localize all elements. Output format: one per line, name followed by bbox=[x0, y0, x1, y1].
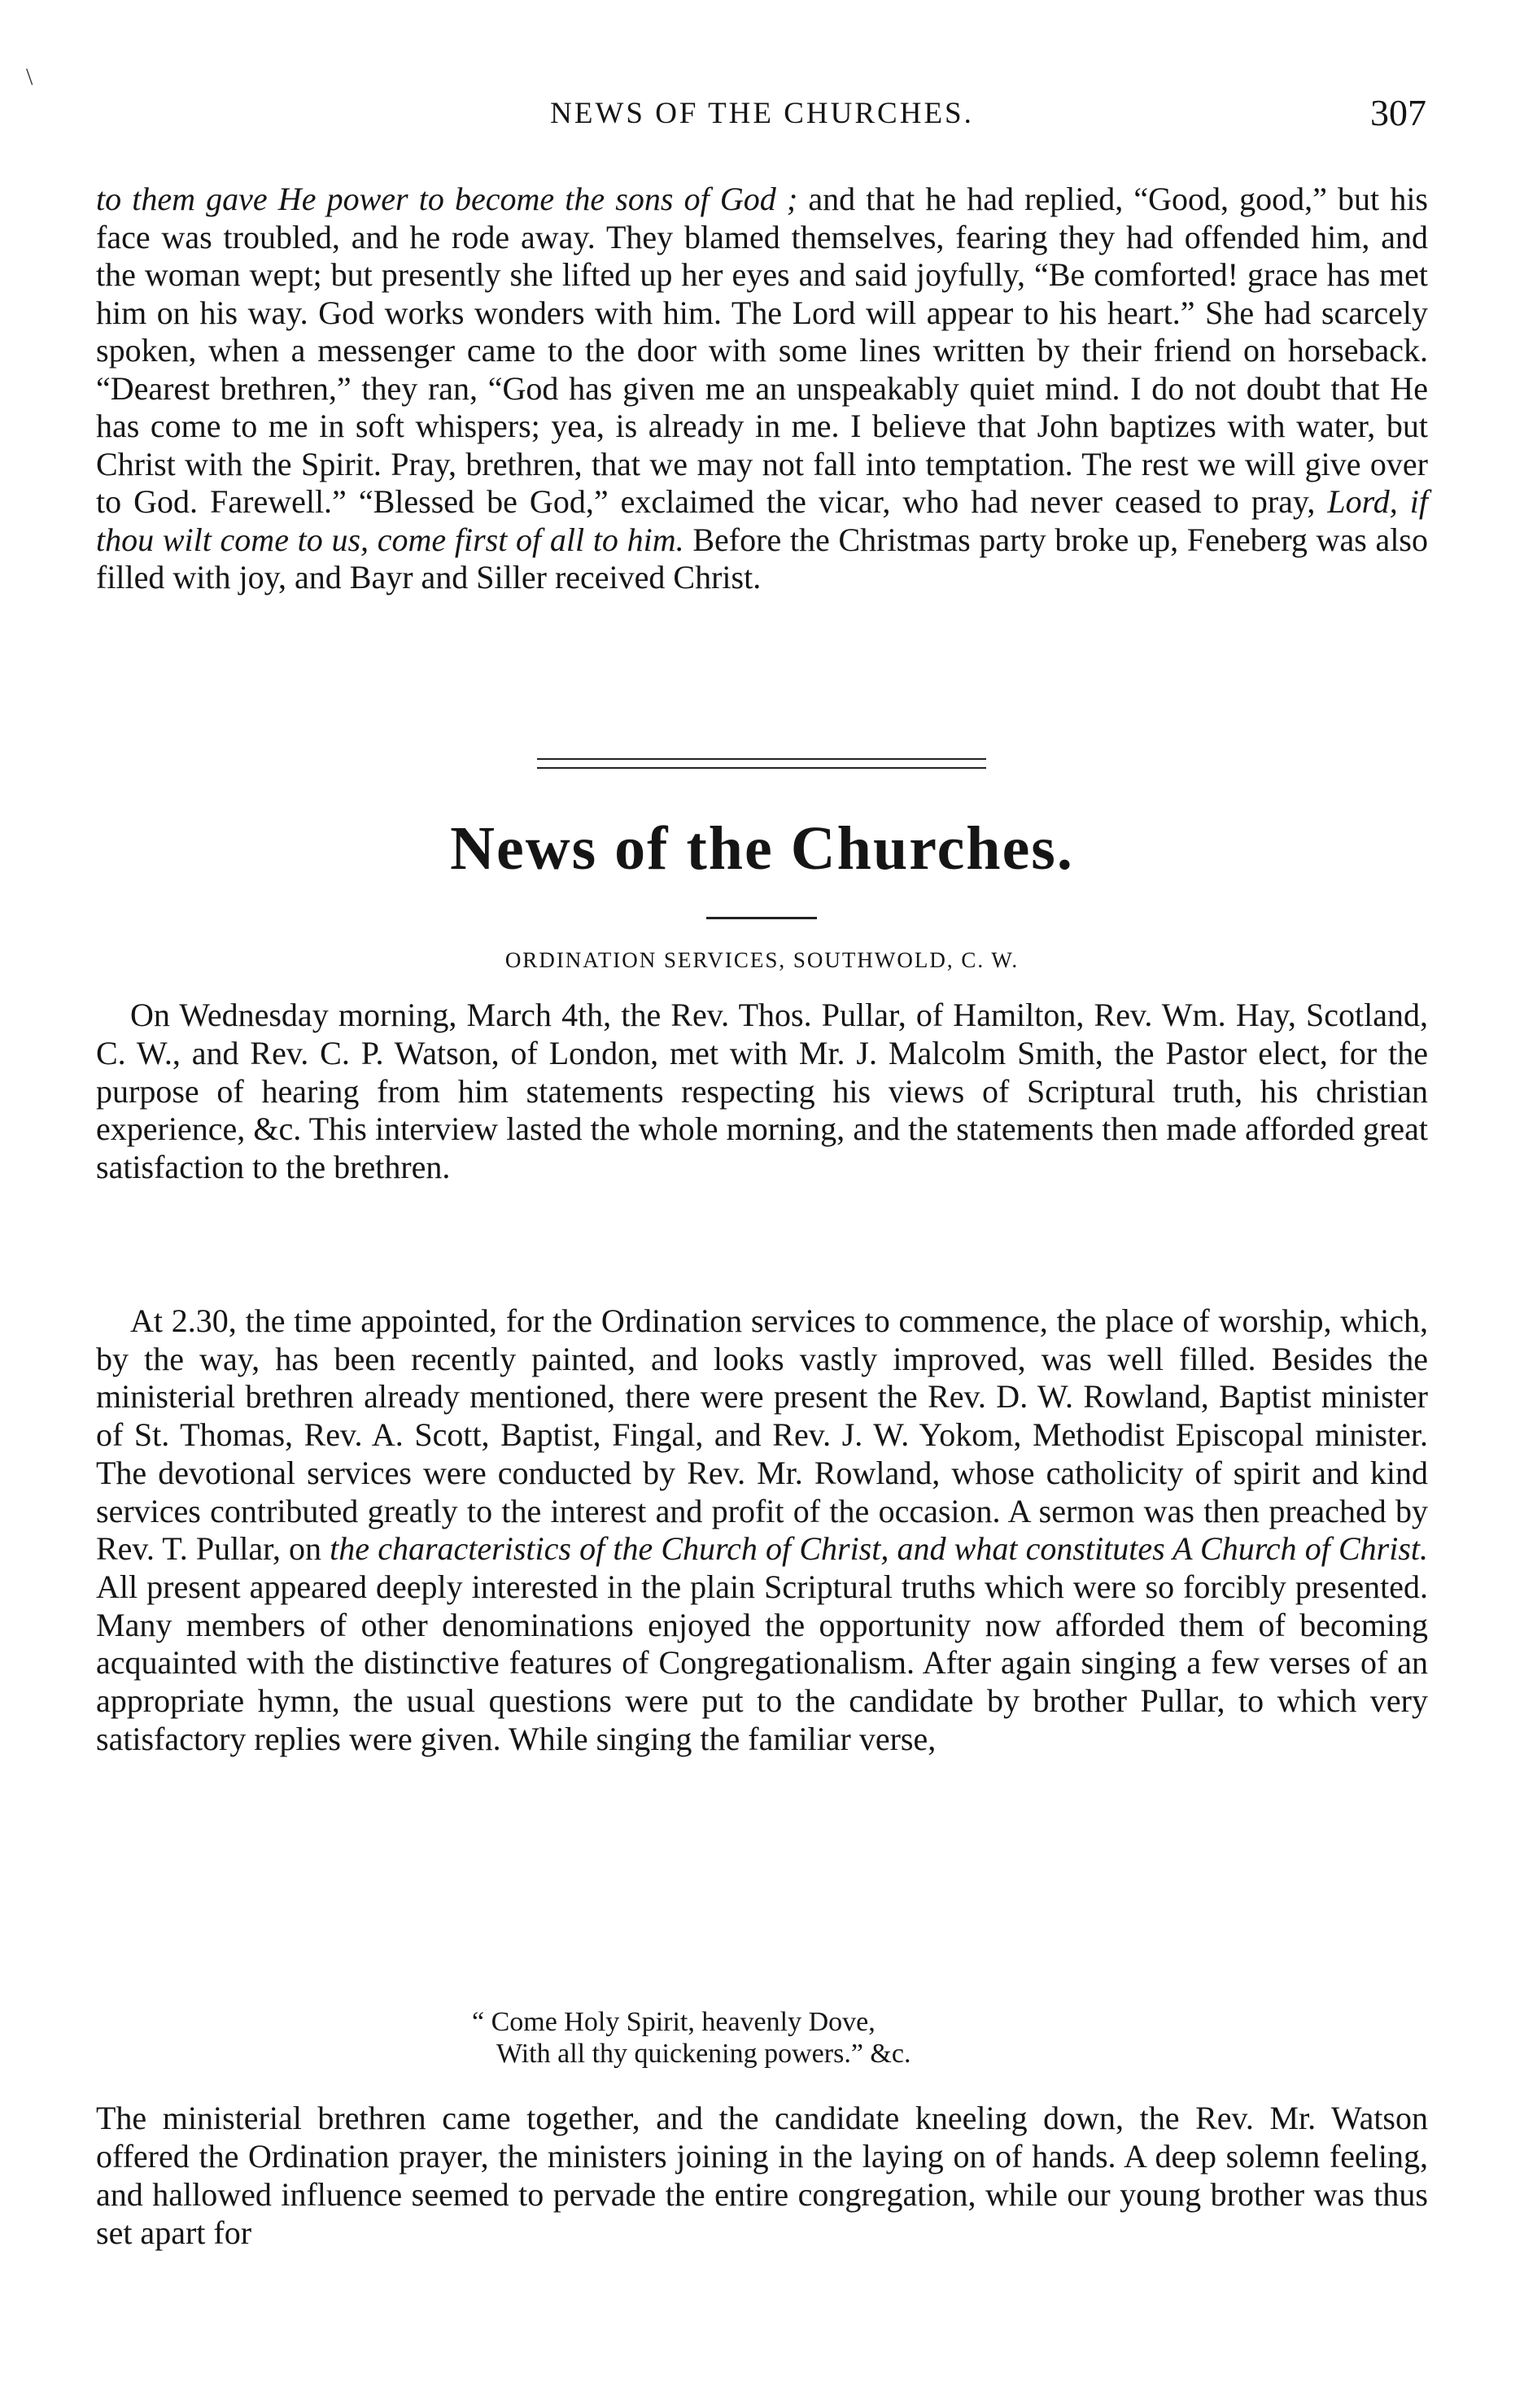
paragraph-text-end: All present appeared deeply interested in the plain Scriptural truths which were so forcibly presented. Many members of other denominations enjoyed the opportunity now afforded them of becoming acquainted with the distinctive features of Congregationalism. After again singing a few verses of an appropriate hymn, the usual questions were put to the candidate by brother Pullar, to which very satisfactory replies were given. While singing the familiar verse, bbox=[96, 1568, 1428, 1757]
italic-sermon-title: the characteristics of the Church of Christ, and what constitutes A Church of Christ. bbox=[330, 1530, 1429, 1568]
page-number: 307 bbox=[1370, 92, 1426, 133]
hymn-verse bbox=[472, 2006, 910, 2070]
article-paragraph-3: The ministerial brethren came together, and the candidate kneeling down, the Rev. Mr. Watson offered the Ordination prayer, the ministers joining in the laying on of hands. A deep solemn feeling, and hallowed influence seemed to pervade the entire congregation, while our young brother was thus set apart for bbox=[96, 2100, 1428, 2251]
article-paragraph-1: On Wednesday morning, March 4th, the Rev. Thos. Pullar, of Hamilton, Rev. Wm. Hay, Scotland, C. W., and Rev. C. P. Watson, of London, met with Mr. J. Malcolm Smith, the Pastor elect, for the purpose of hearing from him statements respecting his views of Scriptural truth, his christian experience, &c. This interview lasted the whole morning, and the statements then made afforded great satisfaction to the brethren. bbox=[96, 997, 1428, 1186]
paragraph-text-end: Before the Christmas party broke up, Feneberg was also filled with joy, and Bayr and Siller received Christ. bbox=[96, 521, 1428, 595]
section-title: News of the Churches. bbox=[450, 814, 1074, 883]
italic-quote-opening: to them gave He power to become the sons of God ; bbox=[96, 181, 798, 217]
continued-paragraph bbox=[96, 181, 1428, 597]
verse-line: With all thy quickening powers.” &c. bbox=[496, 2039, 911, 2069]
page-header bbox=[96, 91, 1428, 140]
article-paragraph-2 bbox=[96, 1302, 1428, 1758]
title-rule bbox=[706, 917, 817, 919]
paragraph-text: and that he had replied, “Good, good,” but his face was troubled, and he rode away. They blamed themselves, fearing they had offended him, and the woman wept; but presently she lifted up her eyes and said joyfully, “Be comforted! grace has met him on his way. God works wonders with him. The Lord will appear to his heart.” She had scarcely spoken, when a messenger came to the door with some lines written by their friend on horseback. “Dearest brethren,” they ran, “God has given me an unspeakably quiet mind. I do not doubt that He has come to me in soft whispers; yea, is already in me. I believe that John baptizes with water, but Christ with the Spirit. Pray, brethren, that we may not fall into temptation. The rest we will give over to God. Farewell.” “Blessed be God,” exclaimed the vicar, who had never ceased to pray, bbox=[96, 181, 1428, 520]
article-subheading: ORDINATION SERVICES, SOUTHWOLD, C. W. bbox=[504, 948, 1020, 972]
verse-line: “ Come Holy Spirit, heavenly Dove, bbox=[472, 2007, 876, 2037]
section-divider bbox=[537, 758, 986, 769]
italic-quote-prayer: Lord, if thou wilt come to us, come first of all to him. bbox=[96, 483, 1429, 558]
stray-mark: \ bbox=[26, 63, 33, 90]
paragraph-text: At 2.30, the time appointed, for the Ordination services to commence, the place of worship, which, by the way, has been recently painted, and looks vastly improved, was well filled. Besides the ministerial brethren already mentioned, there were present the Rev. D. W. Rowland, Baptist minister of St. Thomas, Rev. A. Scott, Baptist, Fingal, and Rev. J. W. Yokom, Methodist Episcopal minister. The devotional services were conducted by Rev. Mr. Rowland, whose catholicity of spirit and kind services contributed greatly to the interest and profit of the occasion. A sermon was then preached by Rev. T. Pullar, on bbox=[96, 1302, 1428, 1568]
running-title: NEWS OF THE CHURCHES. bbox=[550, 97, 974, 130]
